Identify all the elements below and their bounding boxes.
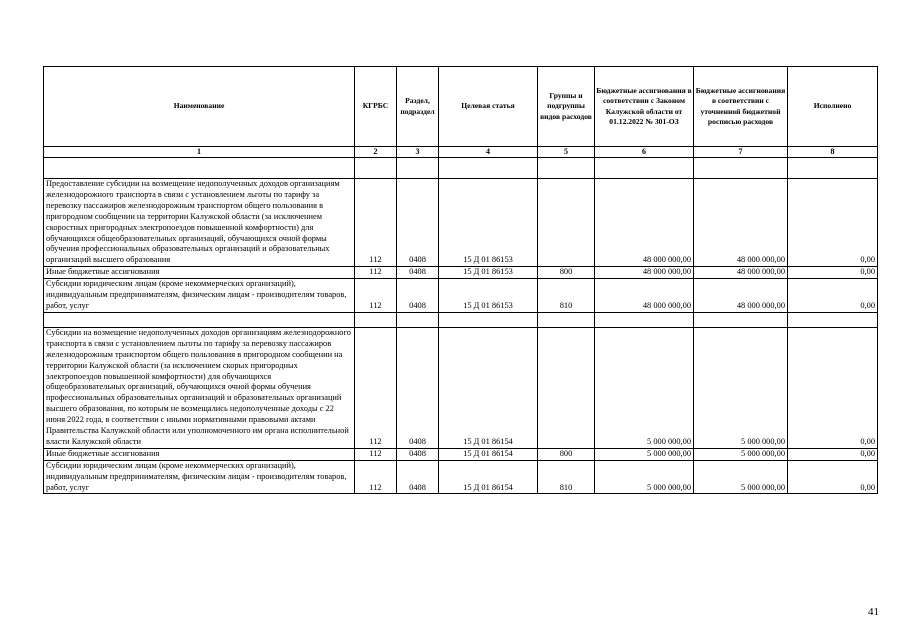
column-number: 2 — [355, 147, 397, 158]
column-number: 8 — [788, 147, 878, 158]
budget-execution-table — [43, 66, 878, 494]
column-number: 4 — [439, 147, 538, 158]
row-section: 0408 — [397, 327, 439, 448]
row-kgrbs: 112 — [355, 448, 397, 460]
row-target-article: 15 Д 01 86153 — [439, 279, 538, 313]
row-section: 0408 — [397, 460, 439, 494]
row-refined-allocations: 5 000 000,00 — [694, 327, 788, 448]
row-name: Субсидии юридическим лицам (кроме некоммерческих организаций), индивидуальным предпринимателям, физическим лицам - производителям товаров, работ, услуг — [44, 279, 355, 313]
row-refined-allocations: 5 000 000,00 — [694, 448, 788, 460]
header-kgrbs: КГРБС — [355, 67, 397, 147]
row-name: Субсидии на возмещение недополученных доходов организациям железнодорожного транспорта в связи с установлением льготы по тарифу за перевозку пассажиров железнодорожным транспортом общего пользования в пригородном сообщении на территории Калужской области (за исключением скорых пригородных электропоездов повышенной комфортности) для обучающихся общеобразовательных организаций, обучающихся очной формы обучения профессиональных образовательных организаций и образовательных организаций высшего образования, по которым не возмещались недополученные доходы с 22 июня 2022 года, в соответствии с иными нормативными правовыми актами Правительства Калужской области или уполномоченного им органа исполнительной власти Калужской области — [44, 327, 355, 448]
row-kgrbs: 112 — [355, 279, 397, 313]
row-expense-group — [538, 179, 595, 267]
row-name: Субсидии юридическим лицам (кроме некоммерческих организаций), индивидуальным предпринимателям, физическим лицам - производителям товаров, работ, услуг — [44, 460, 355, 494]
row-section: 0408 — [397, 179, 439, 267]
column-number-row — [44, 147, 878, 158]
table-row — [44, 460, 878, 494]
table-row — [44, 179, 878, 267]
row-executed: 0,00 — [788, 267, 878, 279]
header-executed: Исполнено — [788, 67, 878, 147]
blank-row — [44, 158, 878, 179]
column-number: 7 — [694, 147, 788, 158]
header-law-allocations: Бюджетные ассигнования в соответствии с Законом Калужской области от 01.12.2022 № 301-ОЗ — [595, 67, 694, 147]
row-expense-group: 800 — [538, 448, 595, 460]
row-refined-allocations: 48 000 000,00 — [694, 267, 788, 279]
row-executed: 0,00 — [788, 460, 878, 494]
row-name: Иные бюджетные ассигнования — [44, 448, 355, 460]
row-refined-allocations: 48 000 000,00 — [694, 279, 788, 313]
row-expense-group — [538, 327, 595, 448]
row-law-allocations: 5 000 000,00 — [595, 448, 694, 460]
row-executed: 0,00 — [788, 179, 878, 267]
column-number: 3 — [397, 147, 439, 158]
table-row — [44, 279, 878, 313]
blank-row — [44, 312, 878, 327]
row-executed: 0,00 — [788, 279, 878, 313]
column-number: 5 — [538, 147, 595, 158]
row-executed: 0,00 — [788, 327, 878, 448]
row-law-allocations: 48 000 000,00 — [595, 179, 694, 267]
table-row — [44, 327, 878, 448]
row-section: 0408 — [397, 448, 439, 460]
row-kgrbs: 112 — [355, 267, 397, 279]
row-expense-group: 800 — [538, 267, 595, 279]
row-refined-allocations: 48 000 000,00 — [694, 179, 788, 267]
row-law-allocations: 48 000 000,00 — [595, 279, 694, 313]
row-name: Иные бюджетные ассигнования — [44, 267, 355, 279]
header-section: Раздел, подраздел — [397, 67, 439, 147]
page-number: 41 — [868, 606, 879, 618]
header-name: Наименование — [44, 67, 355, 147]
row-target-article: 15 Д 01 86154 — [439, 327, 538, 448]
column-number: 1 — [44, 147, 355, 158]
row-name: Предоставление субсидии на возмещение недополученных доходов организациям железнодорожного транспорта в связи с установлением льготы по тарифу за перевозку пассажиров железнодорожным транспортом общего пользования в пригородном сообщении на территории Калужской области (за исключением скоростных пригородных электропоездов повышенной комфортности) для обучающихся общеобразовательных организаций, обучающихся очной формы обучения профессиональных образовательных организаций и образовательных организаций высшего образования — [44, 179, 355, 267]
row-expense-group: 810 — [538, 460, 595, 494]
row-section: 0408 — [397, 267, 439, 279]
row-law-allocations: 5 000 000,00 — [595, 460, 694, 494]
row-target-article: 15 Д 01 86154 — [439, 460, 538, 494]
row-executed: 0,00 — [788, 448, 878, 460]
row-section: 0408 — [397, 279, 439, 313]
header-refined-allocations: Бюджетные ассигнования в соответствии с уточненной бюджетной росписью расходов — [694, 67, 788, 147]
header-row — [44, 67, 878, 147]
row-expense-group: 810 — [538, 279, 595, 313]
row-target-article: 15 Д 01 86153 — [439, 179, 538, 267]
row-target-article: 15 Д 01 86153 — [439, 267, 538, 279]
header-target-article: Целевая статья — [439, 67, 538, 147]
table-row — [44, 448, 878, 460]
row-kgrbs: 112 — [355, 327, 397, 448]
row-refined-allocations: 5 000 000,00 — [694, 460, 788, 494]
header-expense-group: Группы и подгруппы видов расходов — [538, 67, 595, 147]
row-law-allocations: 48 000 000,00 — [595, 267, 694, 279]
row-kgrbs: 112 — [355, 179, 397, 267]
row-target-article: 15 Д 01 86154 — [439, 448, 538, 460]
row-law-allocations: 5 000 000,00 — [595, 327, 694, 448]
row-kgrbs: 112 — [355, 460, 397, 494]
column-number: 6 — [595, 147, 694, 158]
table-row — [44, 267, 878, 279]
